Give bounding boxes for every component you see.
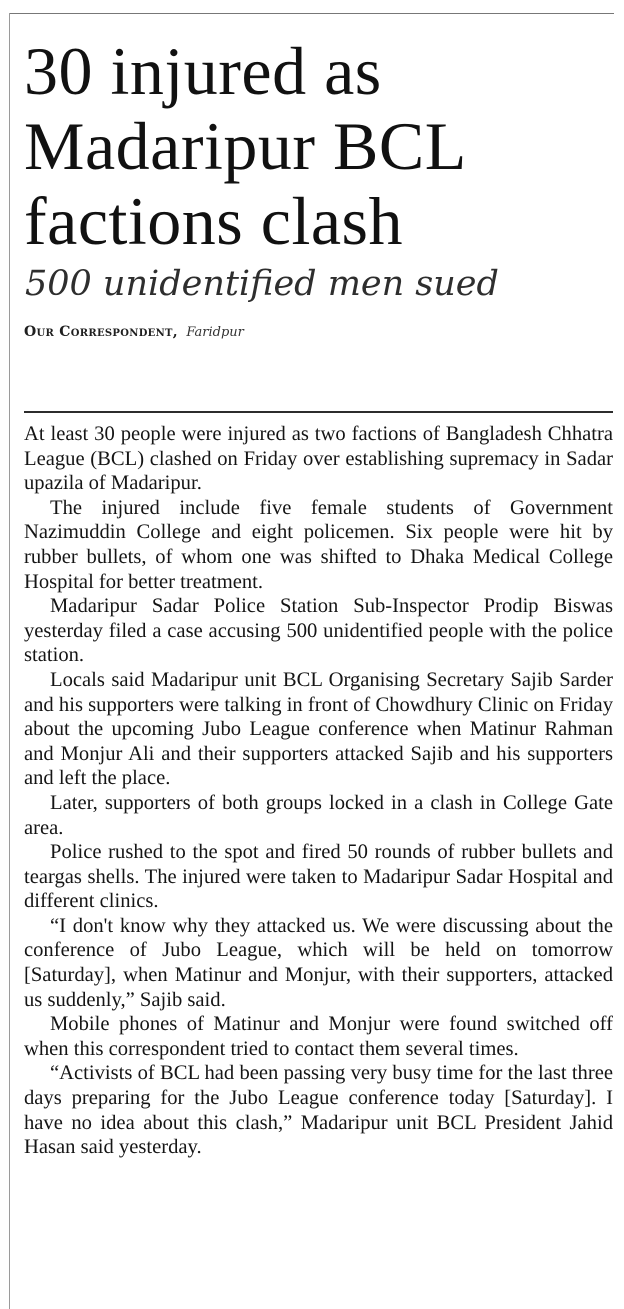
paragraph: Madaripur Sadar Police Station Sub-Inspector Prodip Biswas yesterday filed a case accusing 500 unidentified people with the police station. <box>24 595 613 667</box>
byline-divider <box>24 411 613 413</box>
subheadline: 500 unidentified men sued <box>25 264 499 304</box>
article-body <box>24 422 613 1160</box>
paragraph: Police rushed to the spot and fired 50 rounds of rubber bullets and teargas shells. The injured were taken to Madaripur Sadar Hospital and different clinics. <box>24 841 613 913</box>
byline-author: Our Correspondent, <box>24 324 178 340</box>
paragraph: The injured include five female students of Government Nazimuddin College and eight policemen. Six people were hit by rubber bullets, of whom one was shifted to Dhaka Medical College Hospital for better treatment. <box>24 496 613 593</box>
byline <box>24 324 614 341</box>
paragraph: At least 30 people were injured as two factions of Bangladesh Chhatra League (BCL) clashed on Friday over establishing supremacy in Sadar upazila of Madaripur. <box>24 423 613 495</box>
paragraph: Later, supporters of both groups locked in a clash in College Gate area. <box>24 791 613 839</box>
paragraph: “Activists of BCL had been passing very busy time for the last three days preparing for the Jubo League conference today [Saturday]. I have no idea about this clash,” Madaripur unit BCL President Jahid Hasan said yesterday. <box>24 1062 613 1159</box>
news-article <box>24 34 614 341</box>
byline-place: Faridpur <box>186 325 244 340</box>
left-column-rule <box>9 13 10 1309</box>
top-border-rule <box>10 13 614 14</box>
paragraph: Locals said Madaripur unit BCL Organising Secretary Sajib Sarder and his supporters were talking in front of Chowdhury Clinic on Friday about the upcoming Jubo League conference when Matinur Rahman and Monjur Ali and their supporters attacked Sajib and his supporters and left the place. <box>24 668 613 790</box>
paragraph: “I don't know why they attacked us. We were discussing about the conference of Jubo League, which will be held on tomorrow [Saturday], when Matinur and Monjur, with their supporters, attacked us suddenly,” Sajib said. <box>24 914 613 1011</box>
headline: 30 injured as Madaripur BCL factions clash <box>24 33 465 259</box>
paragraph: Mobile phones of Matinur and Monjur were found switched off when this correspondent tried to contact them several times. <box>24 1013 613 1060</box>
